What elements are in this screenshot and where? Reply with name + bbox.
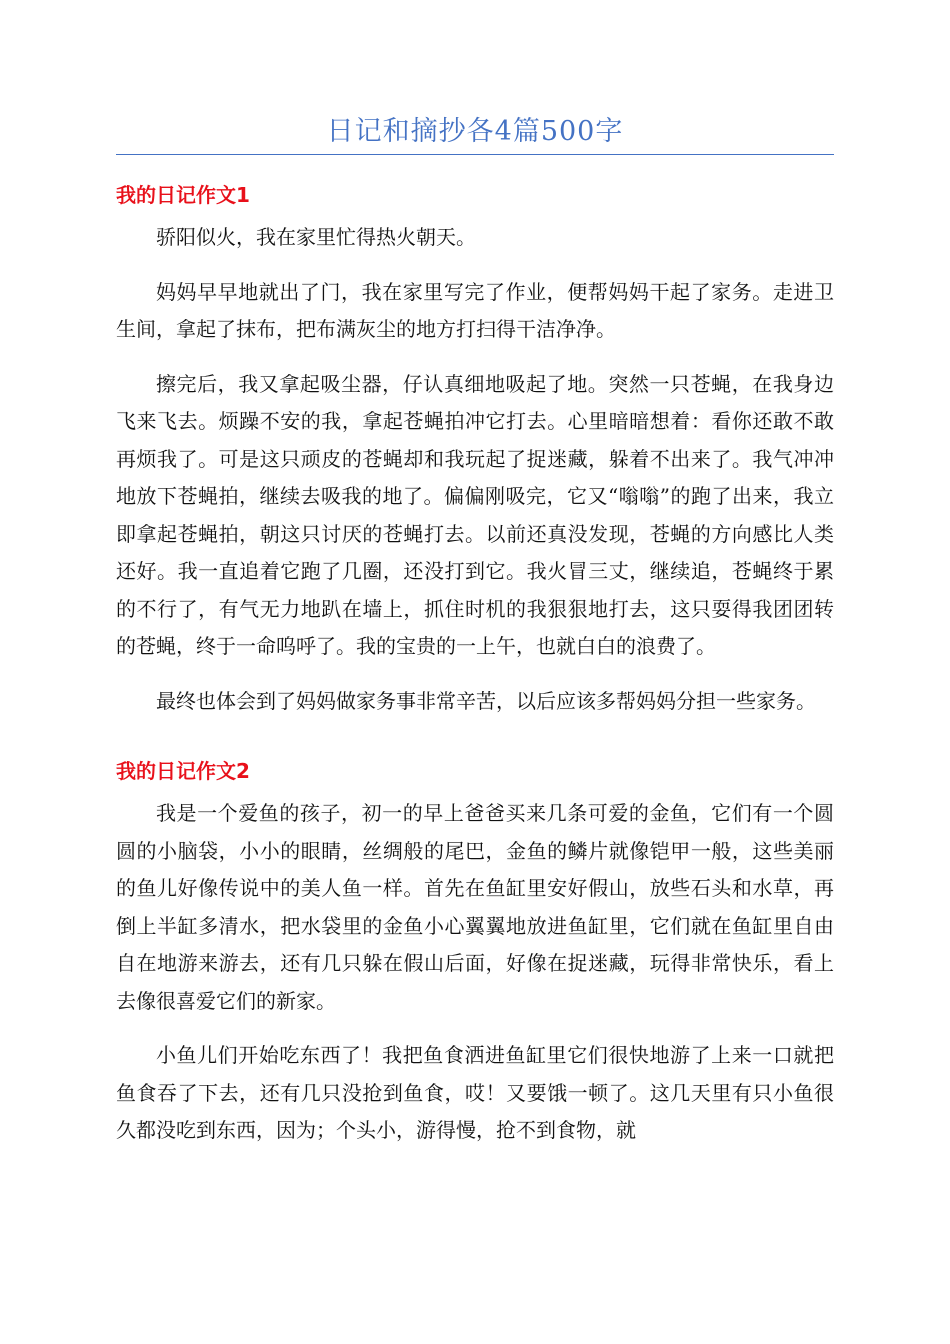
document-title: 日记和摘抄各4篇500字 [326,116,624,147]
title-divider [116,154,834,155]
diary-section-1 [116,181,834,720]
paragraph: 妈妈早早地就出了门，我在家里写完了作业，便帮妈妈干起了家务。走进卫生间，拿起了抹布，把布满灰尘的地方打扫得干洁净净。 [116,279,834,341]
paragraph: 擦完后，我又拿起吸尘器，仔认真细地吸起了地。突然一只苍蝇，在我身边飞来飞去。烦躁不安的我，拿起苍蝇拍冲它打去。心里暗暗想着：看你还敢不敢再烦我了。可是这只顽皮的苍蝇却和我玩起了捉迷藏，躲着不出来了。我气冲冲地放下苍蝇拍，继续去吸我的地了。偏偏刚吸完，它又“嗡嗡”的跑了出来，我立即拿起苍蝇拍，朝这只讨厌的苍蝇打去。以前还真没发现，苍蝇的方向感比人类还好。我一直追着它跑了几圈，还没打到它。我火冒三丈，继续追，苍蝇终于累的不行了，有气无力地趴在墙上，抓住时机的我狠狠地打去，这只耍得我团团转的苍蝇，终于一命呜呼了。我的宝贵的一上午，也就白白的浪费了。 [116,371,834,658]
document-page [116,0,834,1150]
paragraph: 小鱼儿们开始吃东西了！我把鱼食洒进鱼缸里它们很快地游了上来一口就把鱼食吞了下去，还有几只没抢到鱼食，哎！又要饿一顿了。这几天里有只小鱼很久都没吃到东西，因为；个头小，游得慢，抢不到食物，就 [116,1043,834,1142]
section-heading: 我的日记作文1 [116,183,250,207]
paragraph: 骄阳似火，我在家里忙得热火朝天。 [156,225,476,249]
section-heading: 我的日记作文2 [116,759,250,783]
paragraph: 我是一个爱鱼的孩子，初一的早上爸爸买来几条可爱的金鱼，它们有一个圆圆的小脑袋，小小的眼睛，丝绸般的尾巴，金鱼的鳞片就像铠甲一般，这些美丽的鱼儿好像传说中的美人鱼一样。首先在鱼缸里安好假山，放些石头和水草，再倒上半缸多清水，把水袋里的金鱼小心翼翼地放进鱼缸里，它们就在鱼缸里自由自在地游来游去，还有几只躲在假山后面，好像在捉迷藏，玩得非常快乐，看上去像很喜爱它们的新家。 [116,801,834,1013]
paragraph: 最终也体会到了妈妈做家务事非常辛苦，以后应该多帮妈妈分担一些家务。 [156,688,816,713]
diary-section-2 [116,757,834,1150]
